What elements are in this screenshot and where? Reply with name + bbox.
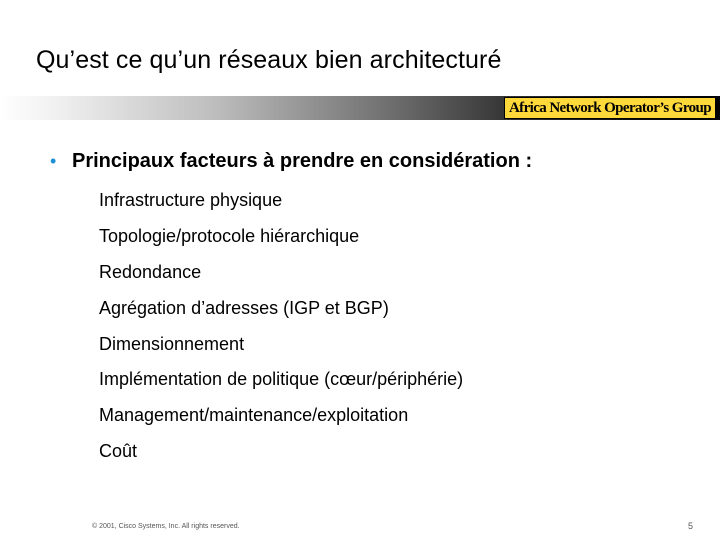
- bullet-dot-icon: •: [50, 151, 57, 171]
- list-item: Dimensionnement: [99, 333, 245, 354]
- page-number: 5: [687, 521, 693, 531]
- list-item: Management/maintenance/exploitation: [99, 405, 409, 426]
- copyright-footer: © 2001, Cisco Systems, Inc. All rights reserved.: [92, 523, 240, 530]
- list-item: Topologie/protocole hiérarchique: [99, 225, 360, 246]
- list-item: Coût: [99, 441, 138, 462]
- slide-title: Qu’est ce qu’un réseaux bien architecturé: [36, 46, 502, 74]
- afnog-logo: Africa Network Operator’s Group: [504, 97, 716, 119]
- list-item: Implémentation de politique (cœur/périphérie): [99, 369, 464, 390]
- list-item: Infrastructure physique: [99, 190, 283, 210]
- main-bullet-text: Principaux facteurs à prendre en considération :: [72, 150, 533, 172]
- factor-list: [99, 187, 463, 474]
- list-item: Agrégation d’adresses (IGP et BGP): [99, 297, 389, 318]
- main-bullet: [50, 150, 532, 173]
- list-item: Redondance: [99, 261, 202, 282]
